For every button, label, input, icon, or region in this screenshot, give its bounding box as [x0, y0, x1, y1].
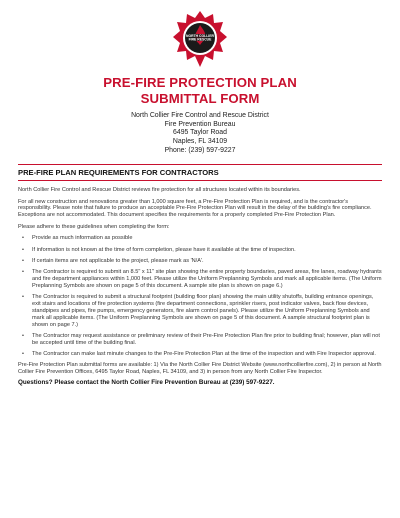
list-item: • If certain items are not applicable to the project, please mark as 'N/A'. [22, 257, 204, 264]
guidelines-list [18, 235, 382, 357]
section-rule-bottom [18, 180, 382, 181]
paragraph-guidelines: Please adhere to these guidelines when completing the form: [18, 223, 170, 230]
address-block [0, 112, 400, 156]
list-item: • The Contractor can make last minute changes to the Pre-Fire Protection Plan at the time of the inspection and with Fire Inspector approval. [22, 350, 376, 357]
address-street: 6495 Taylor Road [173, 129, 227, 137]
bullet-icon: • [22, 246, 24, 253]
bullet-icon: • [22, 268, 24, 275]
bullet-icon: • [22, 293, 24, 300]
address-bureau: Fire Prevention Bureau [164, 120, 236, 128]
bullet-icon: • [22, 235, 24, 242]
section-heading: PRE-FIRE PLAN REQUIREMENTS FOR CONTRACTORS [18, 168, 219, 177]
bullet-icon: • [22, 257, 24, 264]
list-item: • The Contractor is required to submit a structural footprint (building floor plan) showing the main utility shutoffs, building entrance openings, exit stairs and locations of fire protection systems (fire department connections, sprinkler risers, post indicator valves, back flow devices, standpipes and pipes, fire pumps, emergency generators, fire alarm control panels). Please utilize the Uniform Preplanning Symbols and mark all applicable items. (The Uniform Preplanning Symbols are shown on page 5 of this document. A sample structural footprint plan is shown on page 7.) [22, 293, 374, 328]
bullet-icon: • [22, 332, 24, 339]
address-phone: Phone: (239) 597-9227 [164, 146, 236, 154]
bullet-icon: • [22, 350, 24, 357]
list-item: • The Contractor is required to submit an 8.5" x 11" site plan showing the entire property boundaries, paved areas, fire lanes, roadway hydrants and fire department appliances within 1,000 feet. Please utilize the Uniform Preplanning Symbols and mark all applicable items. (The Uniform Preplanning Symbols are shown on page 5 of this document. A sample site plan is shown on page 6.) [22, 268, 382, 289]
badge-top-text: NORTH COLLIER [186, 34, 214, 38]
address-city: Naples, FL 34109 [172, 138, 228, 146]
list-item: • The Contractor may request assistance or preliminary review of their Pre-Fire Protection Plan fire prior to building final; however, plan will not be accepted until time of the building final. [22, 332, 380, 346]
paragraph-intro: North Collier Fire Control and Rescue District reviews fire protection for all structures located within its boundaries. [18, 187, 301, 193]
address-org: North Collier Fire Control and Rescue District [131, 112, 269, 119]
list-item: • Provide as much information as possible [22, 235, 133, 242]
paragraph-availability: Pre-Fire Protection Plan submittal forms are available: 1) Via the North Collier Fire District Website (www.northcollierfire.com), 2) in person at North Collier Fire Prevention Offices, 6495 Taylor Road, Naples, FL 34109, and 3) in person from any North Collier Fire Inspector. [18, 362, 382, 375]
document-title-line2: SUBMITTAL FORM [140, 91, 260, 106]
document-title-line1: PRE-FIRE PROTECTION PLAN [103, 75, 297, 90]
list-item: • If information is not known at the time of form completion, please have it available at the time of inspection. [22, 246, 296, 253]
section-rule-top [18, 164, 382, 165]
contact-question: Questions? Please contact the North Collier Fire Prevention Bureau at (239) 597-9227. [18, 379, 275, 387]
document-body [18, 187, 382, 392]
paragraph-requirement: For all new construction and renovations greater than 1,000 square feet, a Pre-Fire Protection Plan is required, and is the contractor's responsibility. Please note that failure to produce an acceptable Pre-Fire Protection Plan will result in the delay of the building's fire compliance. Exceptions are not accommodated. This document specifies the requirements for a properly completed Pre-Fire Protection Plan. [18, 198, 372, 219]
fire-district-badge-icon [172, 10, 228, 68]
badge-bottom-text: FIRE RESCUE [188, 37, 212, 42]
